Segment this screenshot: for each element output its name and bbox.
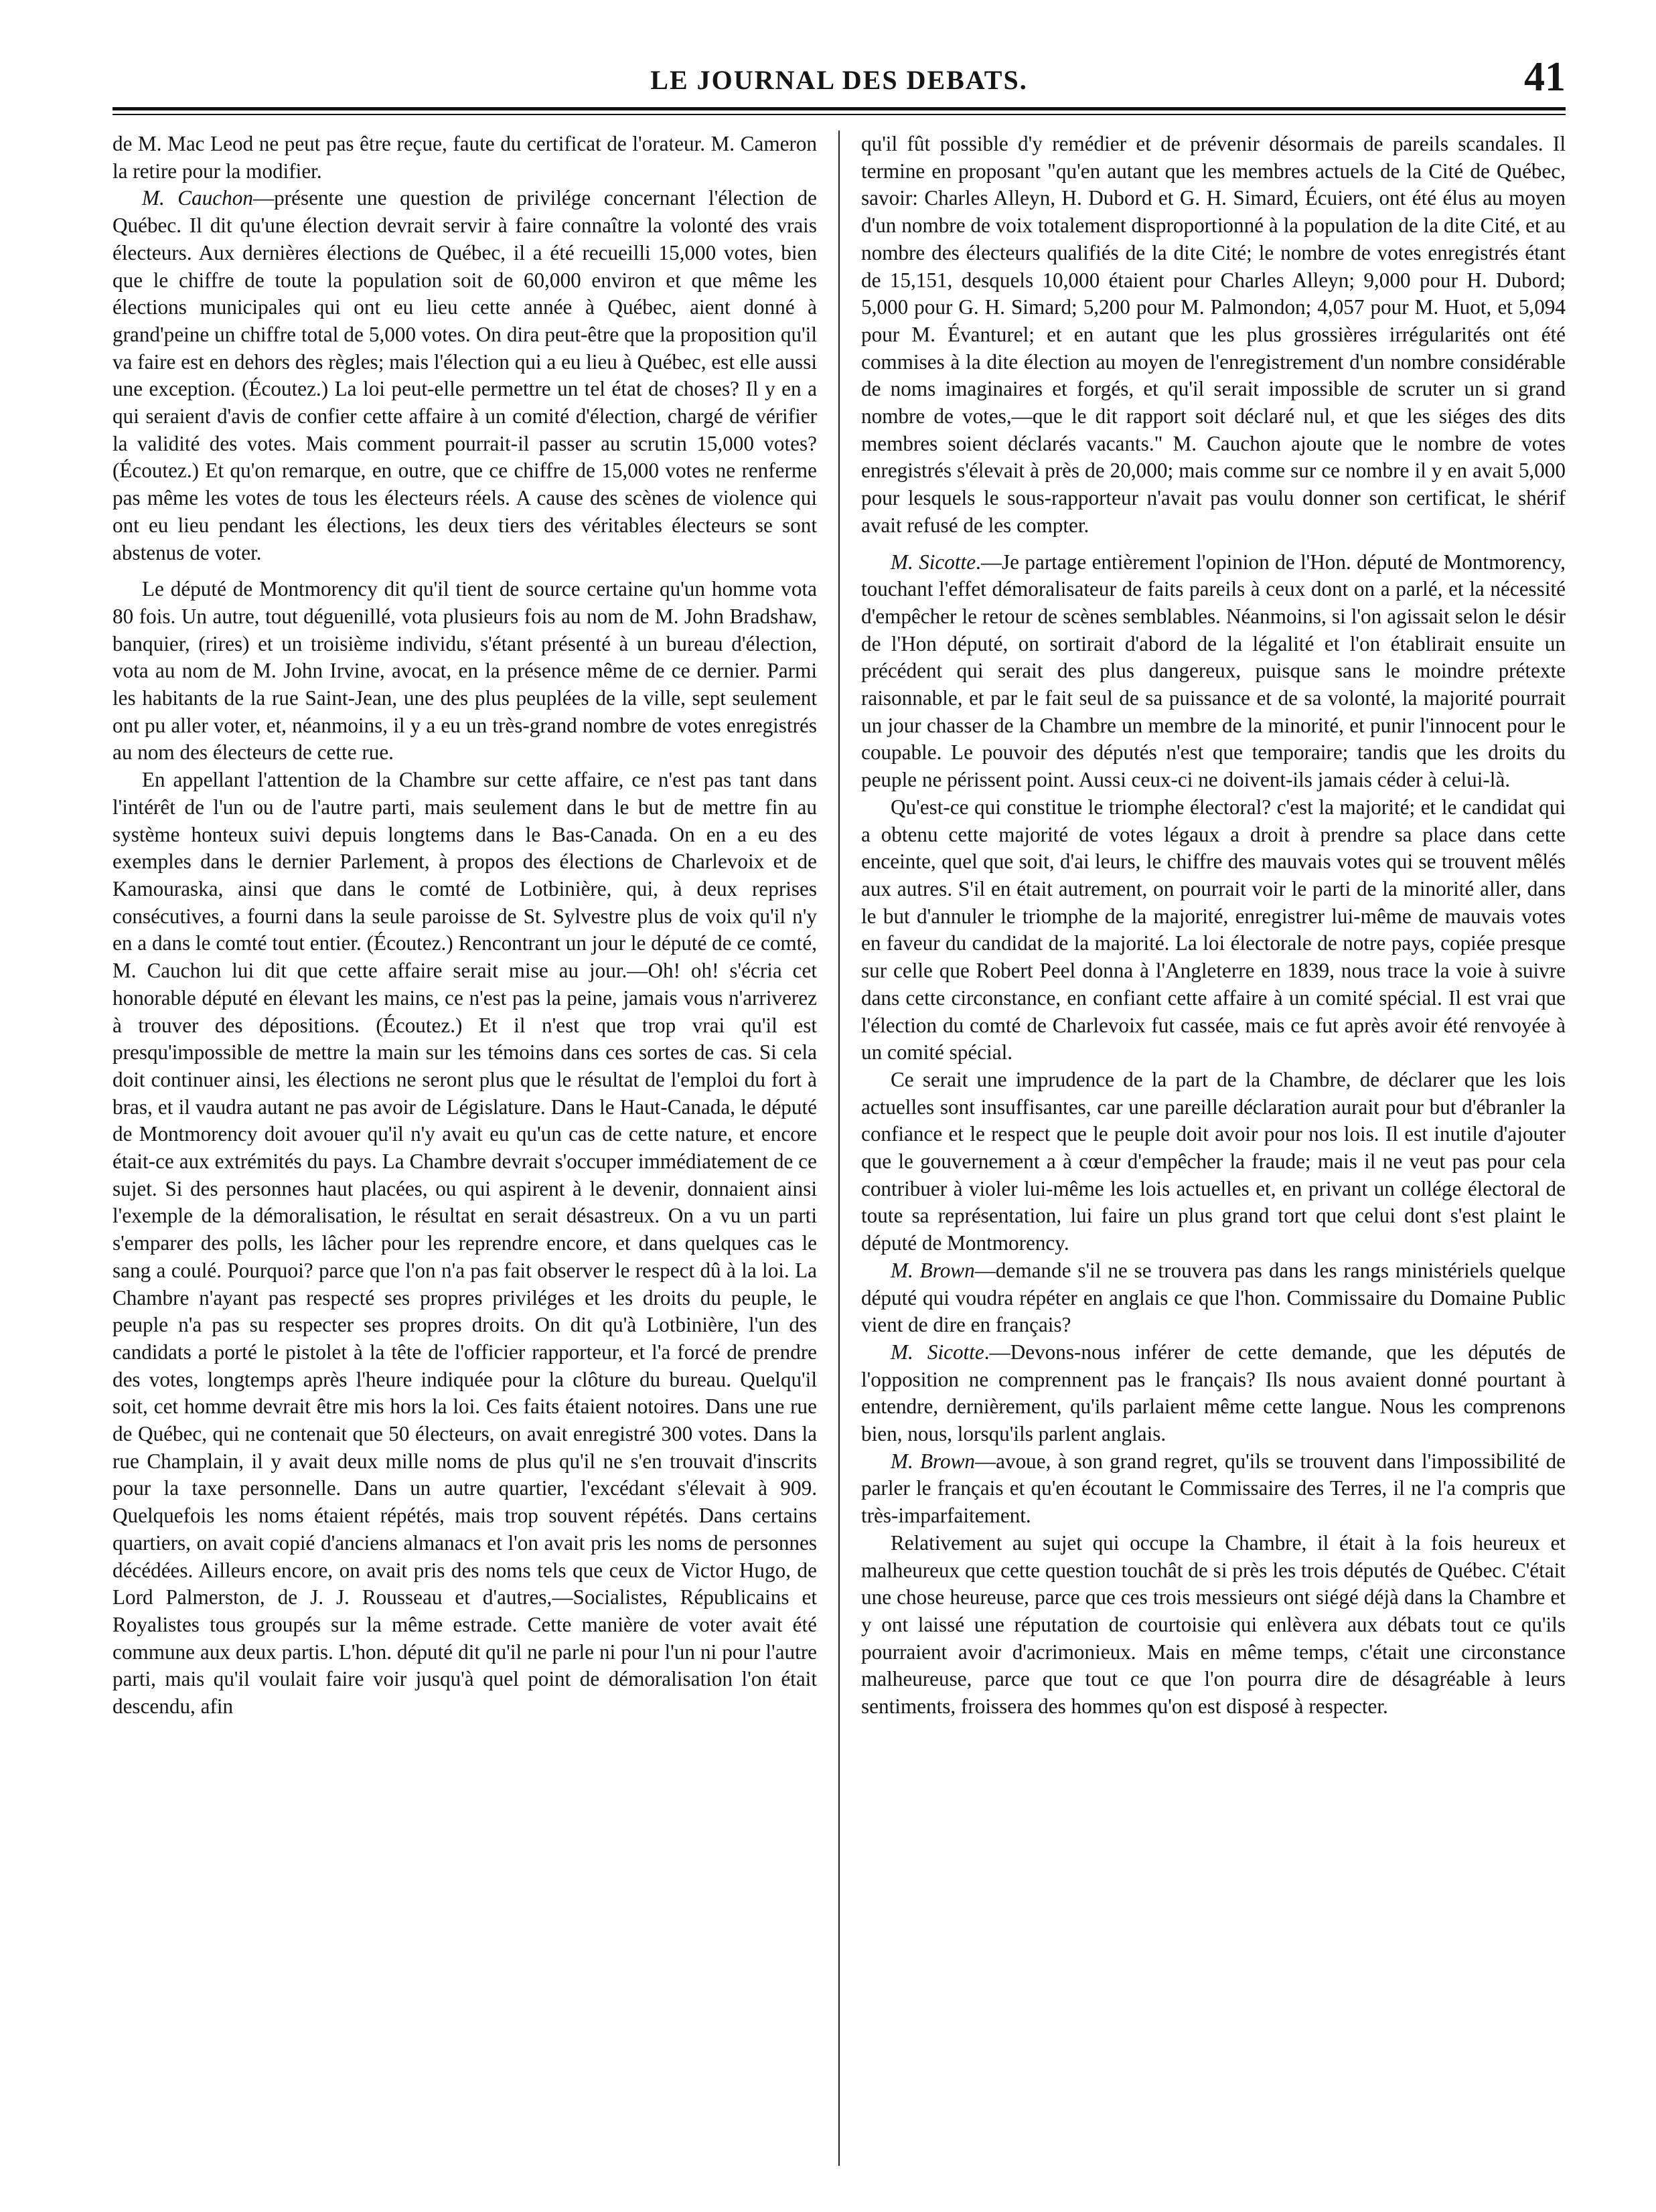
paragraph bbox=[861, 1257, 1566, 1339]
text-columns bbox=[112, 131, 1566, 2166]
speech-text: .—Devons-nous inférer de cette demande, que les députés de l'opposition ne comprennent pas le français? Ils nous avaient donné pourtant à entendre, dernièrement, qu'ils parlaient même cette langue. Nous les comprenons bien, nous, lorsqu'ils parlent anglais. bbox=[861, 1340, 1566, 1446]
paragraph bbox=[112, 185, 817, 566]
paragraph bbox=[861, 1448, 1566, 1530]
header-rule bbox=[112, 107, 1566, 110]
column-divider bbox=[838, 131, 840, 2166]
speaker-name: M. Sicotte bbox=[891, 550, 976, 574]
paragraph bbox=[861, 549, 1566, 794]
speech-text: .—Je partage entièrement l'opinion de l'Hon. député de Montmorency, touchant l'effet démoralisateur de faits pareils à ceux dont on a parlé, et la nécessité d'empêcher le retour de scènes semblables. Néanmoins, si l'on agissait selon le désir de l'Hon député, on sortirait d'abord de la légalité et l'on établirait ensuite un précédent qui serait des plus dangereux, puisque sans le moindre prétexte raisonnable, et par le fait seul de sa puissance et de sa volonté, la majorité pourrait un jour chasser de la Chambre un membre de la minorité, et punir l'innocent pour le coupable. Le pouvoir des députés n'est que temporaire; tandis que les droits du peuple ne périssent point. Aussi ceux-ci ne doivent-ils jamais céder à celui-là. bbox=[861, 550, 1566, 792]
left-column bbox=[112, 131, 817, 2166]
paragraph: Relativement au sujet qui occupe la Chambre, il était à la fois heureux et malheureux que cette question touchât de si près les trois députés de Québec. C'était une chose heureuse, parce que ces trois messieurs ont siégé déjà dans la Chambre et y ont laissé une réputation de courtoisie qui enlèvera aux débats tout ce qu'ils pourraient avoir d'acrimonieux. Mais en même temps, c'était une circonstance malheureuse, parce que tout ce que l'on pourra dire de désagréable à leurs sentiments, froissera des hommes qu'on est disposé à respecter. bbox=[861, 1530, 1566, 1719]
paragraph: Le député de Montmorency dit qu'il tient de source certaine qu'un homme vota 80 fois. Un autre, tout déguenillé, vota plusieurs fois au nom de M. John Bradshaw, banquier, (rires) et un troisième individu, s'étant présenté à un bureau d'élection, vota au nom de M. John Irvine, avocat, en la présence même de ce dernier. Parmi les habitants de la rue Saint-Jean, une des plus peuplées de la ville, sept seulement ont pu aller voter, et, néanmoins, il y a eu un très-grand nombre de votes enregistrés au nom des électeurs de cette rue. bbox=[112, 577, 817, 765]
paragraph: En appellant l'attention de la Chambre sur cette affaire, ce n'est pas tant dans l'intérêt de l'un ou de l'autre parti, mais seulement dans le but de mettre fin au système honteux suivi depuis longtems dans le Bas-Canada. On en a eu des exemples dans le dernier Parlement, à propos des élections de Charlevoix et de Kamouraska, ainsi que dans le comté de Lotbinière, qui, à deux reprises consécutives, a fourni dans la seule paroisse de St. Sylvestre plus de voix qu'il n'y en a dans le comté tout entier. (Écoutez.) Rencontrant un jour le député de ce comté, M. Cauchon lui dit que cette affaire serait mise au jour.—Oh! oh! s'écria cet honorable député en élevant les mains, ce n'est pas la peine, jamais vous n'arriverez à trouver des dépositions. (Écoutez.) Et il n'est que trop vrai qu'il est presqu'impossible de mettre la main sur les témoins dans ces sortes de cas. Si cela doit continuer ainsi, les élections ne seront plus que le résultat de l'emploi du fort à bras, et il vaudra autant ne pas avoir de Législature. Dans le Haut-Canada, le député de Montmorency doit avouer qu'il n'y avait eu qu'un cas de cette nature, et encore était-ce aux extrémités du pays. La Chambre devrait s'occuper immédiatement de ce sujet. Si des personnes haut placées, ou qui aspirent à le devenir, donnaient ainsi l'exemple de la démoralisation, le résultat en serait désastreux. On a vu un parti s'emparer des polls, les lâcher pour les reprendre encore, et dans quelques cas le sang a coulé. Pourquoi? parce que l'on n'a pas fait observer le respect dû à la loi. La Chambre n'ayant pas respecté ses propres priviléges et les droits du peuple, le peuple n'a pas su respecter ses propres droits. On dit qu'à Lotbinière, l'un des candidats a porté le pistolet à la tête de l'officier rapporteur, et l'a forcé de prendre des votes, longtemps après l'heure indiquée pour la clôture du bureau. Quelqu'il soit, cet homme devrait être mis hors la loi. Ces faits étaient notoires. Dans une rue de Québec, qui ne contenait que 50 électeurs, on avait enregistré 300 votes. Dans la rue Champlain, il y avait deux mille noms de plus qu'il ne s'en trouvait d'inscrits pour la taxe personnelle. Dans un autre quartier, l'excédant s'élevait à 909. Quelquefois les noms étaient répétés, mais trop souvent répétés. Dans certains quartiers, on avait copié d'anciens almanacs et l'on avait pris les noms de personnes décédées. Ailleurs encore, on avait pris des noms tels que ceux de Victor Hugo, de Lord Palmerston, de J. J. Rousseau et d'autres,—Socialistes, Républicains et Royalistes tous groupés sur la même estrade. Cette manière de voter avait été commune aux deux partis. L'hon. député dit qu'il ne parle ni pour l'un ni pour l'autre parti, mais qu'il voulait faire voir jusqu'à quel point de démoralisation l'on était descendu, afin bbox=[112, 768, 817, 1719]
speech-text: —présente une question de privilége concernant l'élection de Québec. Il dit qu'une élection devrait servir à faire connaître la volonté des vrais électeurs. Aux dernières élections de Québec, il a été recueilli 15,000 votes, bien que le chiffre de toute la population soit de 60,000 environ et que même les élections municipales qui ont eu lieu cette année à Québec, aient donné à grand'peine un chiffre total de 5,000 votes. On dira peut-être que la proposition qu'il va faire est en dehors des règles; mais l'élection qui a eu lieu à Québec, est elle aussi une exception. (Écoutez.) La loi peut-elle permettre un tel état de choses? Il y en a qui seraient d'avis de confier cette affaire à un comité d'élection, chargé de vérifier la validité des votes. Mais comment pourrait-il passer au scrutin 15,000 votes? (Écoutez.) Et qu'on remarque, en outre, que ce chiffre de 15,000 votes ne renferme pas même les votes de tous les électeurs réels. A cause des scènes de violence qui ont eu lieu pendant les élections, les deux tiers des véritables électeurs se sont abstenus de voter. bbox=[112, 186, 817, 564]
page-number: 41 bbox=[1524, 54, 1566, 100]
speaker-name: M. Cauchon bbox=[142, 186, 253, 210]
paragraph: Ce serait une imprudence de la part de la Chambre, de déclarer que les lois actuelles sont insuffisantes, car une pareille déclaration aurait pour but d'ébranler la confiance et le respect que le peuple doit avoir pour nos lois. Il est inutile d'ajouter que le gouvernement a à cœur d'empêcher la fraude; mais il ne veut pas pour cela contribuer à violer lui-même les lois actuelles et, en privant un collége électoral de toute sa représentation, lui faire un plus grand tort que celui dont s'est plaint le député de Montmorency. bbox=[861, 1067, 1566, 1255]
paragraph: Qu'est-ce qui constitue le triomphe électoral? c'est la majorité; et le candidat qui a obtenu cette majorité de votes légaux a droit à prendre sa place dans cette enceinte, quel que soit, d'ai leurs, le chiffre des mauvais votes qui se trouvent mêlés aux autres. S'il en était autrement, on pourrait voir le parti de la minorité aller, dans le but d'annuler le triomphe de la majorité, enregistrer lui-même de mauvais votes en faveur du candidat de la majorité. La loi électorale de notre pays, copiée presque sur celle que Robert Peel donna à l'Angleterre en 1839, nous trace la voie à suivre dans cette circonstance, en confiant cette affaire à un comité spécial. Il est vrai que l'élection du comté de Charlevoix fut cassée, mais ce fut après avoir été renvoyée à un comité spécial. bbox=[861, 795, 1566, 1064]
paragraph: de M. Mac Leod ne peut pas être reçue, faute du certificat de l'orateur. M. Cameron la retire pour la modifier. bbox=[112, 132, 817, 183]
paragraph: qu'il fût possible d'y remédier et de prévenir désormais de pareils scandales. Il termine en proposant "qu'en autant que les membres actuels de la Cité de Québec, savoir: Charles Alleyn, H. Dubord et G. H. Simard, Écuiers, ont été élus au moyen d'un nombre de voix totalement disproportionné à la population de la dite Cité, et au nombre des électeurs qualifiés de la dite Cité; le nombre de votes enregistrés étant de 15,151, desquels 10,000 étaient pour Charles Alleyn; 9,000 pour H. Dubord; 5,000 pour G. H. Simard; 5,200 pour M. Palmondon; 4,057 pour M. Huot, et 5,094 pour M. Évanturel; et en autant que les plus grossières irrégularités ont été commises à la dite élection au moyen de l'enregistrement d'un nombre considérable de noms imaginaires et forgés, et qu'il serait impossible de scruter un si grand nombre de votes,—que le dit rapport soit déclaré nul, et que les siéges des dits membres soient déclarés vacants." M. Cauchon ajoute que le nombre de votes enregistrés s'élevait à près de 20,000; mais comme sur ce nombre il y en avait 5,000 pour lesquels le sous-rapporteur n'avait pas voulu donner son certificat, le shérif avait refusé de les compter. bbox=[861, 132, 1566, 537]
speaker-name: M. Brown bbox=[891, 1449, 975, 1473]
paragraph bbox=[861, 1339, 1566, 1448]
running-title: LE JOURNAL DES DEBATS. bbox=[650, 65, 1028, 95]
right-column bbox=[861, 131, 1566, 2166]
speaker-name: M. Sicotte bbox=[891, 1340, 984, 1364]
speaker-name: M. Brown bbox=[891, 1258, 975, 1282]
speech-text: —demande s'il ne se trouvera pas dans les rangs ministériels quelque député qui voudra répéter en anglais ce que l'hon. Commissaire du Domaine Public vient de dire en français? bbox=[861, 1258, 1566, 1337]
speech-text: —avoue, à son grand regret, qu'ils se trouvent dans l'impossibilité de parler le français et qu'en écoutant le Commissaire des Terres, il ne l'a compris que très-imparfaitement. bbox=[861, 1449, 1566, 1528]
header-rule-thin bbox=[112, 114, 1566, 115]
